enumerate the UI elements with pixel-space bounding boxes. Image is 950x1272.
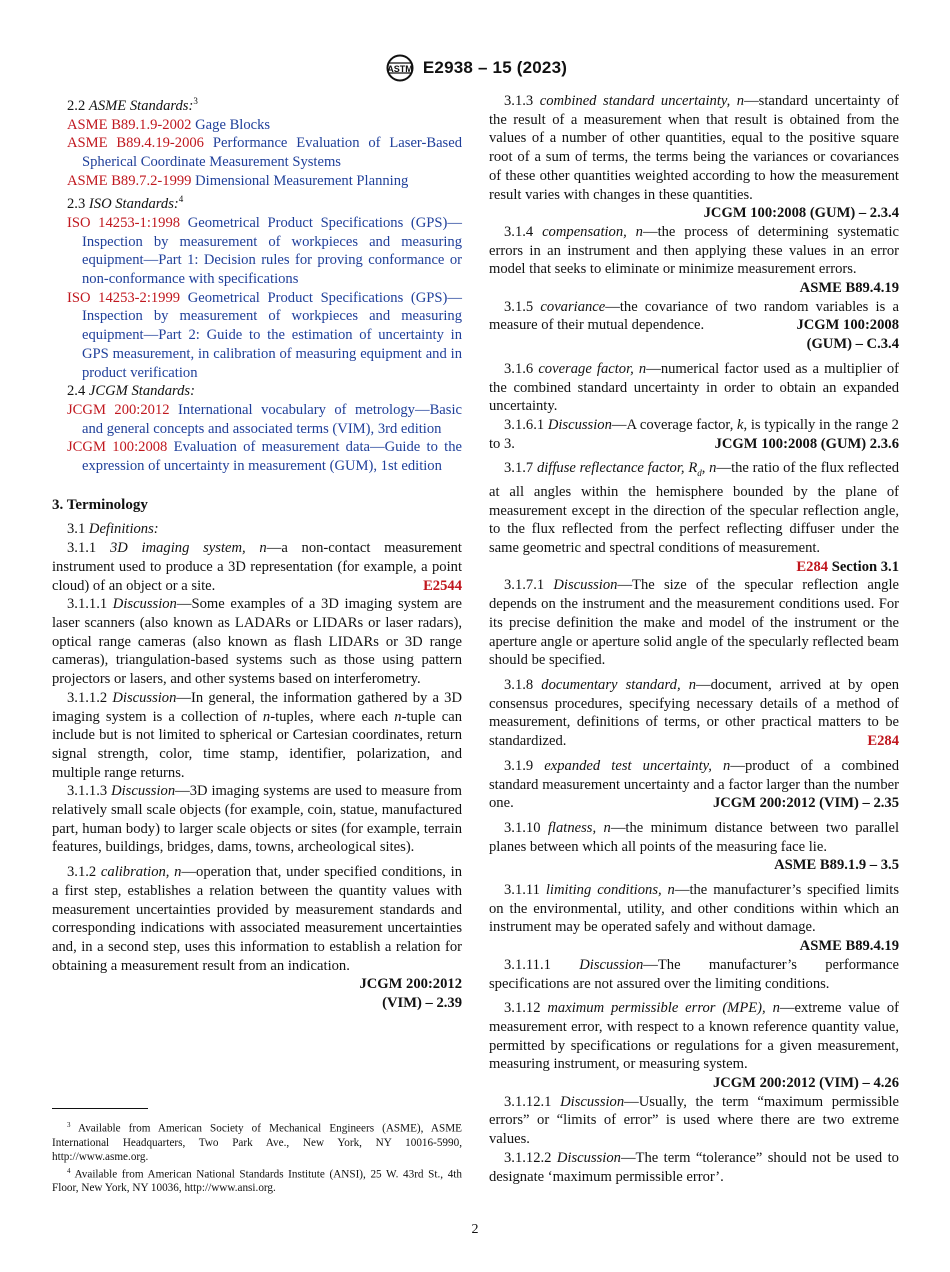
reference-title[interactable]: Geometrical Product Specifications (GPS)—Inspection by measurement of workpieces and measuring equipment—Part 1: Decision rules for proving conformance or non-conformance with specifications xyxy=(82,214,462,288)
section-2-3-heading: 2.3 ISO Standards:$^4$ xyxy=(67,194,184,213)
reference-title[interactable]: Performance Evaluation of Laser-Based Spherical Coordinate Measurement Systems xyxy=(82,135,463,170)
definitions-heading: 3.1 Definitions: xyxy=(67,521,159,538)
reference-item xyxy=(52,134,462,171)
definition-3-1-4: 3.1.4 compensation, n—the process of determining systematic errors in an instrument and then applying these values in an error model that seeks to eliminate or minimize measurement errors. ASME B89.4.19 xyxy=(489,223,899,297)
footnote-3: $^3$ Available from American Society of Mechanical Engineers (ASME), ASME International Headquarters, Two Park Ave., New York, NY 10016-5990, http://www.asme.org. xyxy=(52,1121,462,1163)
reference-code[interactable]: JCGM 100:2008 xyxy=(67,439,168,456)
reference-item xyxy=(52,214,462,289)
definition-3-1-3: 3.1.3 combined standard uncertainty, n—standard uncertainty of the result of a measurement when that result is obtained from the values of a number of other quantities, equal to the positive square root of a sum of terms, the terms being the variances or covariances of these other quantities weighted according to how the measurement result varies with changes in these quantities. JCGM 100:2008 (GUM) – 2.3.4 xyxy=(489,93,899,222)
discussion-3-1-11-1: 3.1.11.1 Discussion—The manufacturer’s performance specifications are not assured over the limiting conditions. xyxy=(489,956,899,992)
discussion-3-1-1-3: 3.1.1.3 Discussion—3D imaging systems are used to measure from relatively small scale objects (for example, coin, statue, manufactured part, human body) to larger scale objects or sites (for example, terrain features, buildings, bridges, dams, towns, archeological sites). xyxy=(52,783,463,856)
definition-3-1-10: 3.1.10 flatness, n—the minimum distance between two parallel planes between which all points of the measuring face lie. ASME B89.1.9 – 3.5 xyxy=(489,819,900,874)
definition-3-1-1: 3.1.1 3D imaging system, n—a non-contact measurement instrument used to produce a 3D representation (for example, a point cloud) of an object or a site. E2544 xyxy=(52,540,462,594)
reference-title[interactable]: International vocabulary of metrology—Basic and general concepts and associated terms (VIM), 3rd edition xyxy=(82,401,462,437)
discussion-3-1-12-1: 3.1.12.1 Discussion—Usually, the term “maximum permissible errors” or “limits of error” is used where there are two extreme values. xyxy=(489,1093,899,1148)
reference-item xyxy=(52,401,462,438)
source-reference: (GUM) – C.3.4 xyxy=(806,336,899,353)
source-reference: JCGM 200:2012 (VIM) – 2.35 xyxy=(712,795,899,812)
right-column xyxy=(489,92,899,1186)
reference-item xyxy=(52,116,462,135)
definition-3-1-2: 3.1.2 calibration, n—operation that, under specified conditions, in a first step, establishes a relation between the quantity values with measurement uncertainties provided by measurement standards and corresponding indications with associated measurement uncertainties and, in a second step, uses this information to establish a relation for obtaining a measurement result from an indication. JCGM 200:2012 (VIM) – 2.39 xyxy=(52,864,462,1012)
definition-3-1-12: 3.1.12 maximum permissible error (MPE), n—extreme value of measurement error, with respect to a known reference quantity value, permitted by specifications or regulations for a given measurement, measuring instrument, or measuring system. JCGM 200:2012 (VIM) – 4.26 xyxy=(489,1000,899,1092)
terminology-heading: 3. Terminology xyxy=(52,496,148,513)
astm-logo-icon xyxy=(383,54,417,82)
source-reference: ASME B89.4.19 xyxy=(799,280,899,297)
reference-code[interactable]: ISO 14253-1:1998 xyxy=(67,214,181,231)
footnotes xyxy=(52,1118,462,1195)
source-reference[interactable]: E284 xyxy=(867,733,899,750)
source-reference: (VIM) – 2.39 xyxy=(382,995,462,1012)
page-header xyxy=(0,54,950,82)
source-reference: JCGM 100:2008 (GUM) 2.3.6 xyxy=(714,435,899,452)
reference-code[interactable]: JCGM 200:2012 xyxy=(67,401,170,418)
page-number: 2 xyxy=(471,1222,479,1237)
reference-code[interactable]: ASME B89.7.2-1999 xyxy=(67,172,192,189)
discussion-3-1-1-1: 3.1.1.1 Discussion—Some examples of a 3D imaging system are laser scanners (also known as LADARs or LIDARs or laser radars), optical range cameras (also known as flash LIDARs or 3D range cameras), triangulation-based systems such as those using pattern projectors or lasers, and other systems based on interferometry. xyxy=(52,596,462,688)
reference-code[interactable]: ISO 14253-2:1999 xyxy=(67,289,181,306)
reference-code[interactable]: ASME B89.4.19-2006 xyxy=(67,135,204,152)
definition-3-1-8: 3.1.8 documentary standard, n—document, arrived at by open consensus procedures, specifying necessary details of a method of measurement, definitions of terms, or other practical matters to be standardized. E284 xyxy=(489,677,900,750)
source-reference: E284 Section 3.1 xyxy=(796,558,899,575)
reference-code[interactable]: ASME B89.1.9-2002 xyxy=(67,116,192,133)
source-reference: JCGM 200:2012 xyxy=(359,976,462,993)
standard-designation: E2938 – 15 (2023) xyxy=(422,58,568,77)
reference-title[interactable]: Evaluation of measurement data—Guide to the expression of uncertainty in measurement (GUM), 1st edition xyxy=(82,439,463,475)
reference-item xyxy=(52,438,462,475)
source-reference: ASME B89.1.9 – 3.5 xyxy=(774,857,899,874)
svg-text:ASTM: ASTM xyxy=(387,64,413,74)
discussion-3-1-6-1: 3.1.6.1 Discussion—A coverage factor, k, is typically in the range 2 to 3. JCGM 100:2008 (GUM) 2.3.6 xyxy=(489,416,899,452)
discussion-3-1-1-2: 3.1.1.2 Discussion—In general, the information gathered by a 3D imaging system is a collection of n-tuples, where each n-tuple can include but is not limited to spherical or Cartesian coordinates, return signal strength, color, time stamp, identifier, polarization, and multiple range returns. xyxy=(52,689,462,781)
definition-3-1-6: 3.1.6 coverage factor, n—numerical factor used as a multiplier of the combined standard uncertainty in order to obtain an expanded uncertainty. xyxy=(489,360,899,415)
footnote-rule xyxy=(52,1108,148,1109)
source-reference[interactable]: E2544 xyxy=(423,577,462,594)
reference-title[interactable]: Gage Blocks xyxy=(195,116,271,133)
definition-3-1-5: 3.1.5 covariance—the covariance of two random variables is a measure of their mutual dependence. JCGM 100:2008 (GUM) – C.3.4 xyxy=(489,298,899,353)
source-reference: JCGM 200:2012 (VIM) – 4.26 xyxy=(712,1075,899,1092)
discussion-3-1-12-2: 3.1.12.2 Discussion—The term “tolerance” should not be used to designate ‘maximum permissible error’. xyxy=(489,1149,899,1185)
left-column xyxy=(52,92,462,1013)
definition-3-1-9: 3.1.9 expanded test uncertainty, n—product of a combined standard measurement uncertainty and a factor larger than the number one. JCGM 200:2012 (VIM) – 2.35 xyxy=(489,757,899,812)
definition-3-1-11: 3.1.11 limiting conditions, n—the manufacturer’s specified limits on the environmental, utility, and other conditions within which an instrument may be operated safely and without damage. ASME B89.4.19 xyxy=(489,882,900,955)
reference-title[interactable]: Dimensional Measurement Planning xyxy=(195,172,409,189)
source-reference: JCGM 100:2008 (GUM) – 2.3.4 xyxy=(703,205,899,222)
reference-item xyxy=(52,172,462,191)
definition-3-1-7: 3.1.7 diffuse reflectance factor, $R_d$, n—the ratio of the flux reflected at all angles within the hemisphere bounded by the plane of measurement except in the direction of the specular reflection angle, to the flux reflected from the perfect reflecting diffuser under the same geometric and spectral conditions of measurement. E284 Section 3.1 xyxy=(489,460,899,575)
discussion-3-1-7-1: 3.1.7.1 Discussion—The size of the specular reflection angle depends on the instrument and the measurement conditions used. For its precise definition the make and model of the instrument or the aperture angle or aperture solid angle of the specularly reflected beam should be specified. xyxy=(489,577,899,669)
source-reference: JCGM 100:2008 xyxy=(796,317,899,334)
footnote-4: $^4$ Available from American National Standards Institute (ANSI), 25 W. 43rd St., 4th Floor, New York, NY 10036, http://www.ansi.org. xyxy=(52,1166,462,1195)
reference-title[interactable]: Geometrical Product Specifications (GPS)—Inspection by measurement of workpieces and measuring equipment—Part 2: Guide to the estimation of uncertainty in GPS measurement, in calibration of measuring equipment and in product verification xyxy=(82,289,462,381)
section-2-4-heading: 2.4 JCGM Standards: xyxy=(67,383,195,400)
section-2-2-heading: 2.2 ASME Standards:$^3$ xyxy=(67,96,198,114)
source-reference: ASME B89.4.19 xyxy=(799,938,899,955)
reference-item xyxy=(52,289,462,383)
